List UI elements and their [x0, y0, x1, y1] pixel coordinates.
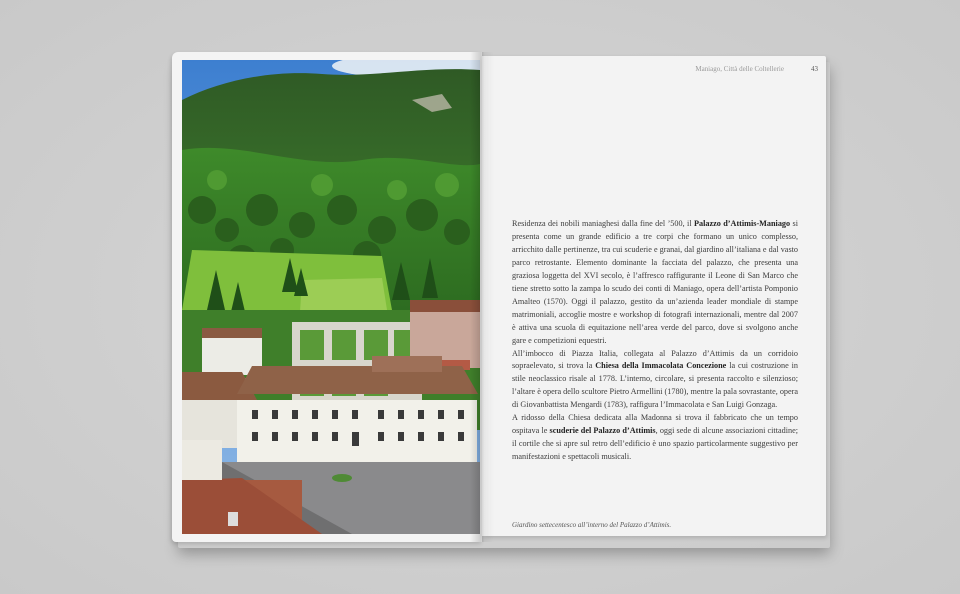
bold-text-run: Chiesa della Immacolata Concezione [595, 361, 727, 371]
paragraph [512, 348, 798, 413]
text-run: , oggi sede di alcune associazioni cittadine; il cortile che si apre sul retro dell’edificio è uno spazio particolarmente suggestivo per manifestazioni e spettacoli musicali. [512, 426, 798, 462]
text-run: A ridosso della Chiesa dedicata alla Madonna si trova il fabbricato che un tempo ospitava le [512, 413, 798, 436]
paragraph [512, 218, 798, 348]
text-run: si presenta come un grande edificio a tre corpi che formano un unico complesso, arricchito dalle pertinenze, tra cui scuderie e granai, dal giardino all’italiana e dal vasto parco retrostante. Elemento dominante la facciata del palazzo, che presenta una graziosa loggetta del XVI secolo, è l’affresco raffigurante il Leone di San Marco che tiene stretto sotto la zampa lo scudo dei conti di Maniago, opera dell’artista Pomponio Amalteo (1570). Oggi il palazzo, gestito da un’azienda leader mondiale di stampe matrimoniali, accoglie mostre e workshop di fotografi internazionali, mentre dal 2007 è attiva una scuola di equitazione nell’area verde del parco, dove si svolgono anche gare e competizioni equestri. [512, 219, 798, 345]
text-run: la cui costruzione in stile neoclassico risale al 1778. L’interno, circolare, si presenta raccolto e silenzioso; l’altare è opera dello scultore Pietro Armellini (1780), mentre la pala sovrastante, opera di Giovanbattista Mengardi (1783), raffigura l’Immacolata e San Luigi Gonzaga. [512, 361, 798, 410]
bold-text-run: Palazzo d’Attimis-Maniago [694, 219, 791, 228]
villa-garden-photo [182, 60, 480, 534]
text-run: Residenza dei nobili maniaghesi dalla fine del ’500, il [512, 219, 695, 228]
paragraph [512, 412, 798, 464]
text-run: All’imbocco di Piazza Italia, collegata al Palazzo d’Attimis da un corridoio sopraelevato, si trova la [512, 348, 798, 371]
article-text [512, 218, 798, 464]
running-title: Maniago, Città delle Coltellerie [695, 65, 784, 73]
bold-text-run: scuderie del Palazzo d’Attimis [549, 426, 656, 436]
photo-landscape-icon [182, 60, 480, 534]
right-page [482, 56, 826, 536]
page-number: 43 [811, 65, 818, 73]
photo-caption: Giardino settecentesco all’interno del Palazzo d’Attimis. [512, 521, 672, 529]
left-page [172, 52, 482, 542]
